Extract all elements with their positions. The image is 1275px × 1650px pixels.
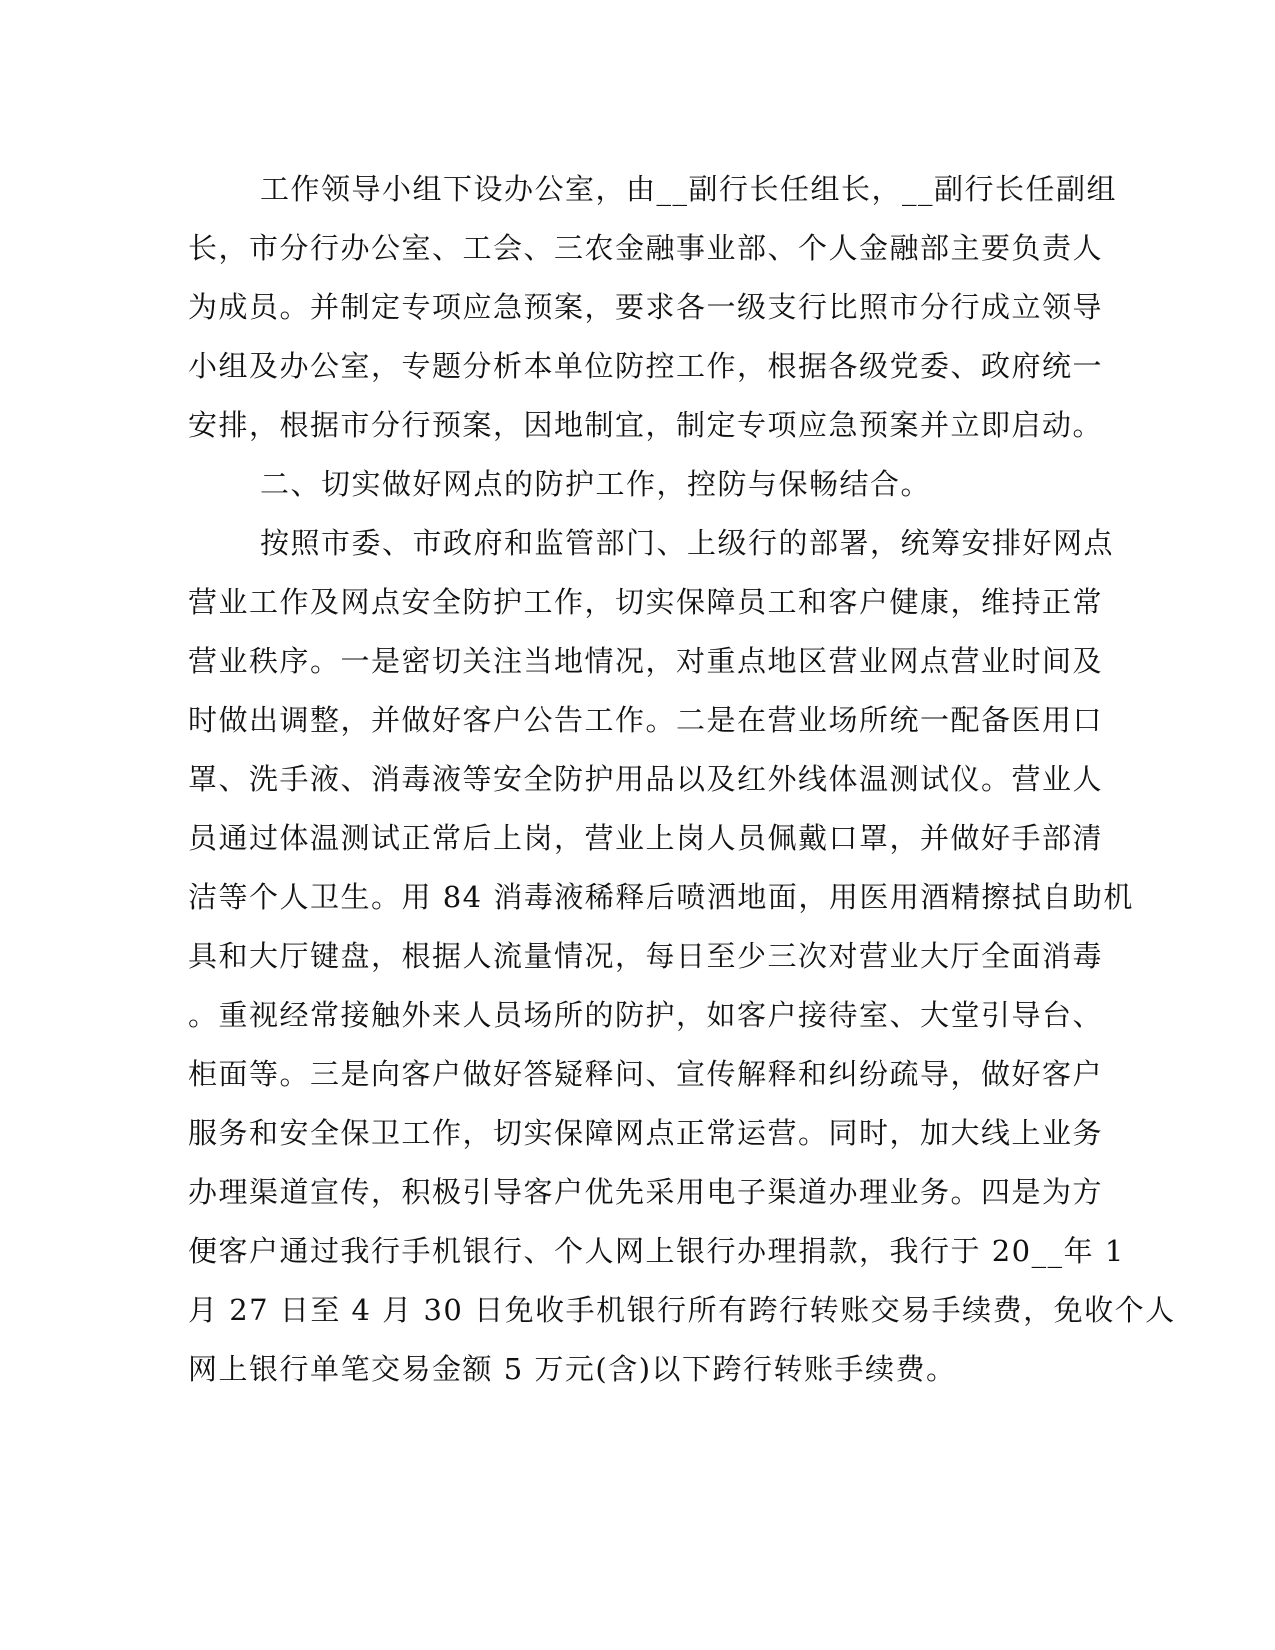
text-line: 罩、洗手液、消毒液等安全防护用品以及红外线体温测试仪。营业人 — [188, 762, 1104, 796]
heading-text: 二、切实做好网点的防护工作，控防与保畅结合。 — [260, 467, 932, 501]
text-line: 。重视经常接触外来人员场所的防护，如客户接待室、大堂引导台、 — [188, 998, 1104, 1032]
text-line: 服务和安全保卫工作，切实保障网点正常运营。同时，加大线上业务 — [188, 1116, 1104, 1150]
text-line: 网上银行单笔交易金额 5 万元(含)以下跨行转账手续费。 — [188, 1352, 957, 1386]
section-heading — [188, 455, 1078, 514]
text-line: 安排，根据市分行预案，因地制宜，制定专项应急预案并立即启动。 — [188, 408, 1104, 442]
text-line: 洁等个人卫生。用 84 消毒液稀释后喷洒地面，用医用酒精擦拭自助机 — [188, 880, 1134, 914]
paragraph-branch-protection — [188, 514, 1176, 1399]
text-line: 便客户通过我行手机银行、个人网上银行办理捐款，我行于 20__年 1 — [188, 1234, 1125, 1268]
text-line: 月 27 日至 4 月 30 日免收手机银行所有跨行转账交易手续费，免收个人 — [188, 1293, 1176, 1327]
text-line: 按照市委、市政府和监管部门、上级行的部署，统筹安排好网点 — [260, 526, 1115, 560]
text-line: 长，市分行办公室、工会、三农金融事业部、个人金融部主要负责人 — [188, 231, 1104, 265]
text-line: 具和大厅键盘，根据人流量情况，每日至少三次对营业大厅全面消毒 — [188, 939, 1104, 973]
text-line: 办理渠道宣传，积极引导客户优先采用电子渠道办理业务。四是为方 — [188, 1175, 1104, 1209]
text-line: 营业工作及网点安全防护工作，切实保障员工和客户健康，维持正常 — [188, 585, 1104, 619]
text-line: 为成员。并制定专项应急预案，要求各一级支行比照市分行成立领导 — [188, 290, 1104, 324]
paragraph-office-setup — [188, 160, 1118, 455]
text-line: 员通过体温测试正常后上岗，营业上岗人员佩戴口罩，并做好手部清 — [188, 821, 1104, 855]
text-line: 柜面等。三是向客户做好答疑释问、宣传解释和纠纷疏导，做好客户 — [188, 1057, 1104, 1091]
text-line: 营业秩序。一是密切关注当地情况，对重点地区营业网点营业时间及 — [188, 644, 1104, 678]
document-body — [188, 160, 1176, 1399]
text-line: 小组及办公室，专题分析本单位防控工作，根据各级党委、政府统一 — [188, 349, 1104, 383]
text-line: 工作领导小组下设办公室，由__副行长任组长，__副行长任副组 — [260, 172, 1118, 206]
text-line: 时做出调整，并做好客户公告工作。二是在营业场所统一配备医用口 — [188, 703, 1104, 737]
